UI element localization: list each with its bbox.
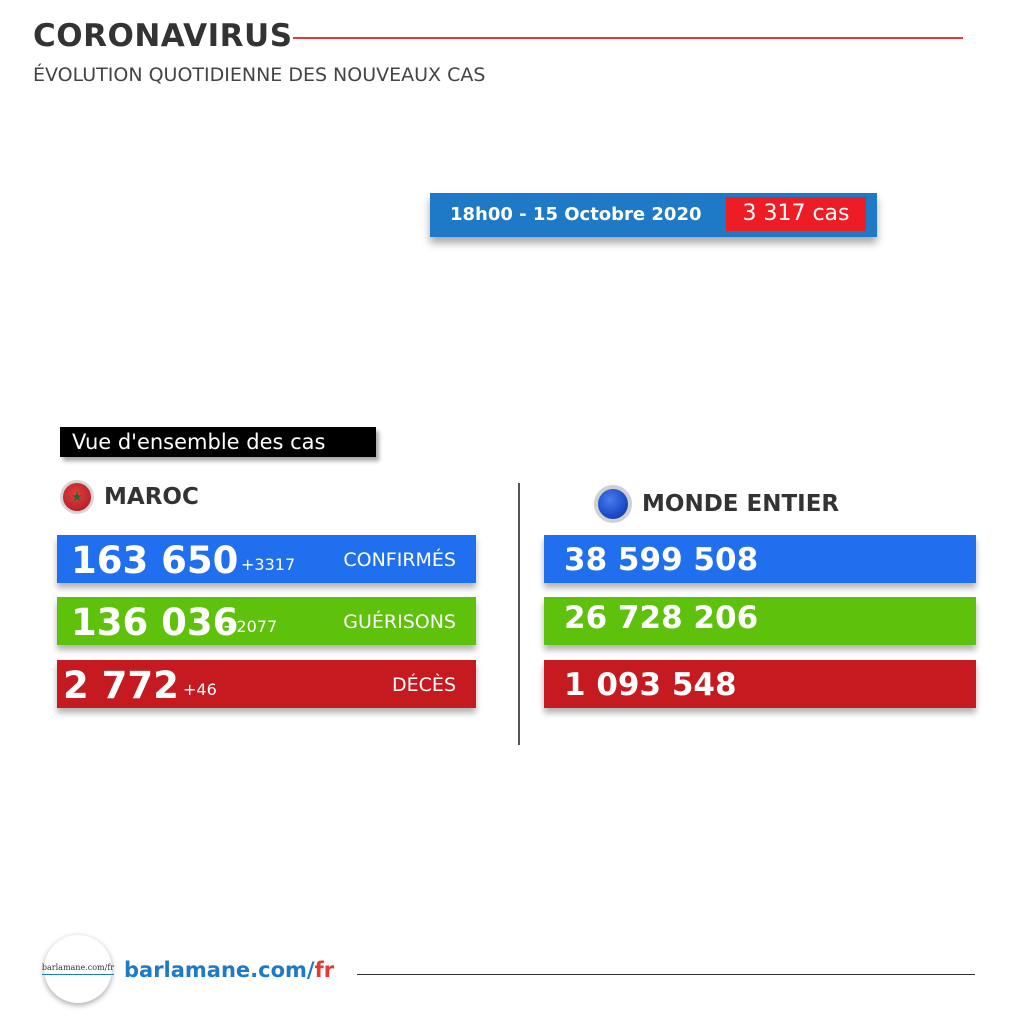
page-title: CORONAVIRUS xyxy=(33,18,293,54)
morocco-flag-icon: ★ xyxy=(60,480,94,514)
maroc-deaths-value: 2 772 xyxy=(63,664,179,707)
globe-icon xyxy=(594,485,632,523)
world-recovered-value: 26 728 206 xyxy=(564,600,759,636)
update-timestamp: 18h00 - 15 Octobre 2020 xyxy=(450,204,702,225)
maroc-deaths-card xyxy=(57,660,476,708)
maroc-confirmed-value: 163 650 xyxy=(71,539,239,582)
maroc-recovered-label: GUÉRISONS xyxy=(343,611,456,633)
footer-url-suffix: fr xyxy=(314,958,335,982)
maroc-confirmed-label: CONFIRMÉS xyxy=(343,549,456,571)
world-recovered-card xyxy=(544,597,976,645)
maroc-confirmed-delta: +3317 xyxy=(241,555,296,574)
world-confirmed-value: 38 599 508 xyxy=(564,542,759,578)
world-deaths-value: 1 093 548 xyxy=(564,667,737,703)
footer-link[interactable] xyxy=(124,958,334,982)
maroc-title: MAROC xyxy=(104,484,199,510)
maroc-deaths-label: DÉCÈS xyxy=(392,674,456,696)
maroc-recovered-value: 136 036 xyxy=(71,601,239,644)
overview-label: Vue d'ensemble des cas xyxy=(60,427,376,457)
maroc-recovered-delta: +2077 xyxy=(223,617,278,636)
daily-cases-badge: 3 317 cas xyxy=(726,197,866,231)
maroc-recovered-card xyxy=(57,597,476,645)
maroc-confirmed-card xyxy=(57,535,476,583)
footer-url-main: barlamane.com/ xyxy=(124,958,315,982)
footer-divider xyxy=(357,974,975,975)
logo-text: barlamane.com/fr xyxy=(42,963,114,975)
column-divider xyxy=(518,483,520,745)
world-header xyxy=(594,485,839,523)
barlamane-logo xyxy=(41,935,115,1003)
world-deaths-card xyxy=(544,660,976,708)
world-confirmed-card xyxy=(544,535,976,583)
title-divider xyxy=(293,37,963,39)
world-title: MONDE ENTIER xyxy=(642,491,840,517)
maroc-header xyxy=(60,480,199,514)
maroc-deaths-delta: +46 xyxy=(183,680,217,699)
page-subtitle: ÉVOLUTION QUOTIDIENNE DES NOUVEAUX CAS xyxy=(33,64,486,86)
update-banner xyxy=(430,193,877,237)
